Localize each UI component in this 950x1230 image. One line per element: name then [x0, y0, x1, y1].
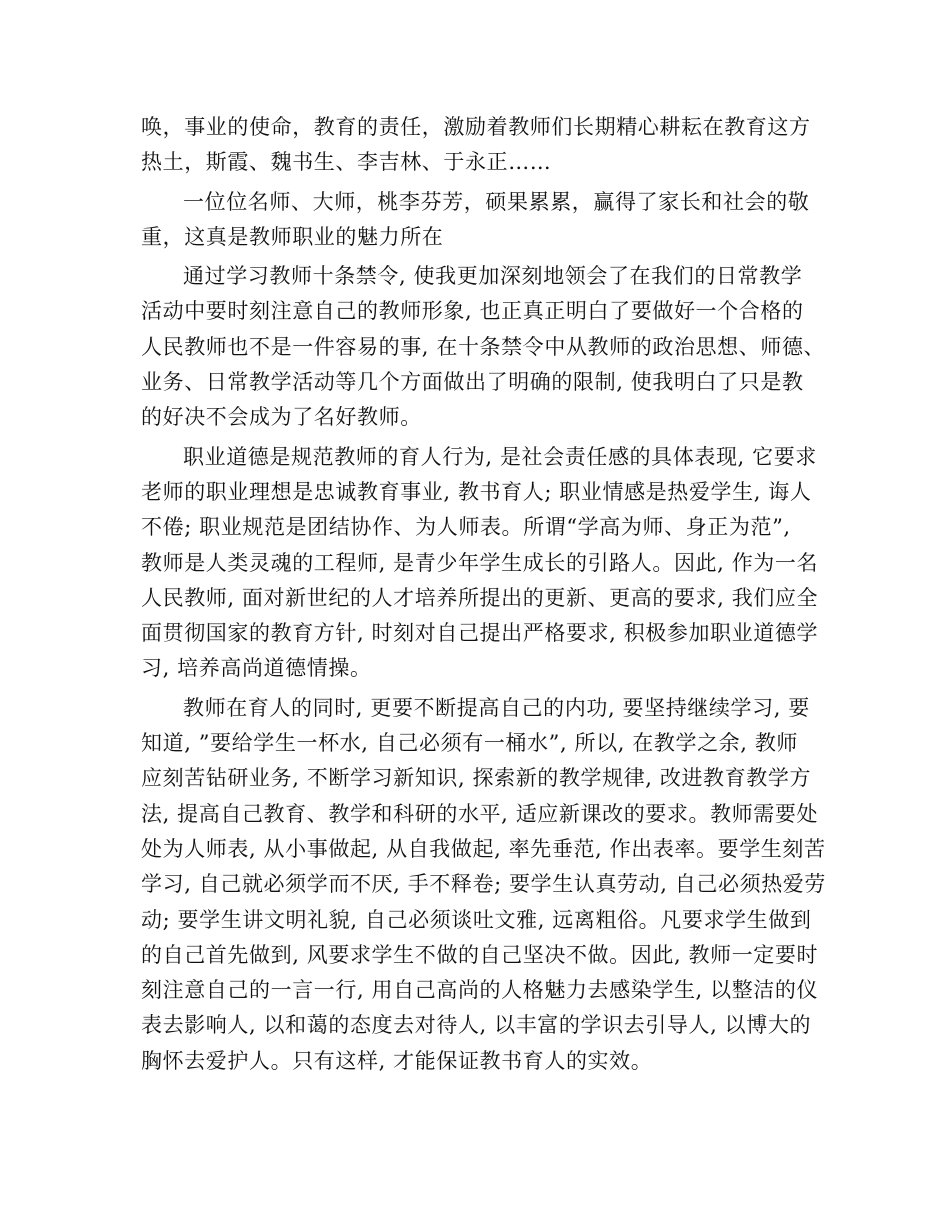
body-text	[141, 110, 826, 1079]
text-line: 活动中要时刻注意自己的教师形象, 也正真正明白了要做好一个合格的	[141, 299, 804, 324]
text-line: 处为人师表, 从小事做起, 从自我做起, 率先垂范, 作出表率。要学生刻苦	[141, 836, 826, 861]
text-line: 表去影响人, 以和蔼的态度去对待人, 以丰富的学识去引导人, 以博大的	[141, 1013, 812, 1038]
text-line: 唤，事业的使命，教育的责任，激励着教师们长期精心耕耘在教育这方	[141, 115, 811, 139]
text-line: 胸怀去爱护人。只有这样, 才能保证教书育人的实效。	[141, 1048, 653, 1073]
text-line: 不倦; 职业规范是团结协作、为人师表。所谓“学高为师、身正为范”,	[141, 515, 791, 540]
text-line: 老师的职业理想是忠诚教育事业, 教书育人; 职业情感是热爱学生, 诲人	[141, 479, 812, 504]
text-line: 人民教师也不是一件容易的事, 在十条禁令中从教师的政治思想、师德、	[141, 334, 826, 359]
text-line: 教师是人类灵魂的工程师, 是青少年学生成长的引路人。因此, 作为一名	[141, 550, 819, 575]
text-line: 学习, 自己就必须学而不厌, 手不释卷; 要学生认真劳动, 自己必须热爱劳	[141, 872, 826, 897]
paragraph-first-line: 教师在育人的同时, 更要不断提高自己的内功, 要坚持继续学习, 要	[183, 695, 810, 720]
text-line: 业务、日常教学活动等几个方面做出了明确的限制, 使我明白了只是教	[141, 370, 804, 395]
text-line: 应刻苦钻研业务, 不断学习新知识, 探索新的教学规律, 改进教育教学方	[141, 766, 812, 791]
text-line: 热土，斯霞、魏书生、李吉林、于永正……	[141, 150, 552, 175]
text-line: 刻注意自己的一言一行, 用自己高尚的人格魅力去感染学生, 以整洁的仪	[141, 978, 819, 1003]
text-line: 的好决不会成为了名好教师。	[141, 405, 422, 430]
paragraph-first-line: 通过学习教师十条禁令, 使我更加深刻地领会了在我们的日常教学	[183, 264, 803, 289]
text-line: 法, 提高自己教育、教学和科研的水平, 适应新课改的要求。教师需要处	[141, 801, 819, 826]
text-line: 面贯彻国家的教育方针, 时刻对自己提出严格要求, 积极参加职业道德学	[141, 621, 819, 646]
paragraph-first-line: 一位位名师、大师，桃李芬芳，硕果累累，赢得了家长和社会的敬	[183, 189, 810, 214]
paragraph-first-line: 职业道德是规范教师的育人行为, 是社会责任感的具体表现, 它要求	[183, 444, 817, 469]
text-line: 知道, ”要给学生一杯水, 自己必须有一桶水”, 所以, 在教学之余, 教师	[141, 731, 799, 756]
text-line: 人民教师, 面对新世纪的人才培养所提出的更新、更高的要求, 我们应全	[141, 585, 819, 610]
text-line: 的自己首先做到, 风要求学生不做的自己坚决不做。因此, 教师一定要时	[141, 942, 819, 967]
text-line: 重，这真是教师职业的魅力所在	[141, 224, 444, 249]
text-line: 习, 培养高尚道德情操。	[141, 656, 372, 681]
text-line: 动; 要学生讲文明礼貌, 自己必须谈吐文雅, 远离粗俗。凡要求学生做到	[141, 907, 812, 932]
